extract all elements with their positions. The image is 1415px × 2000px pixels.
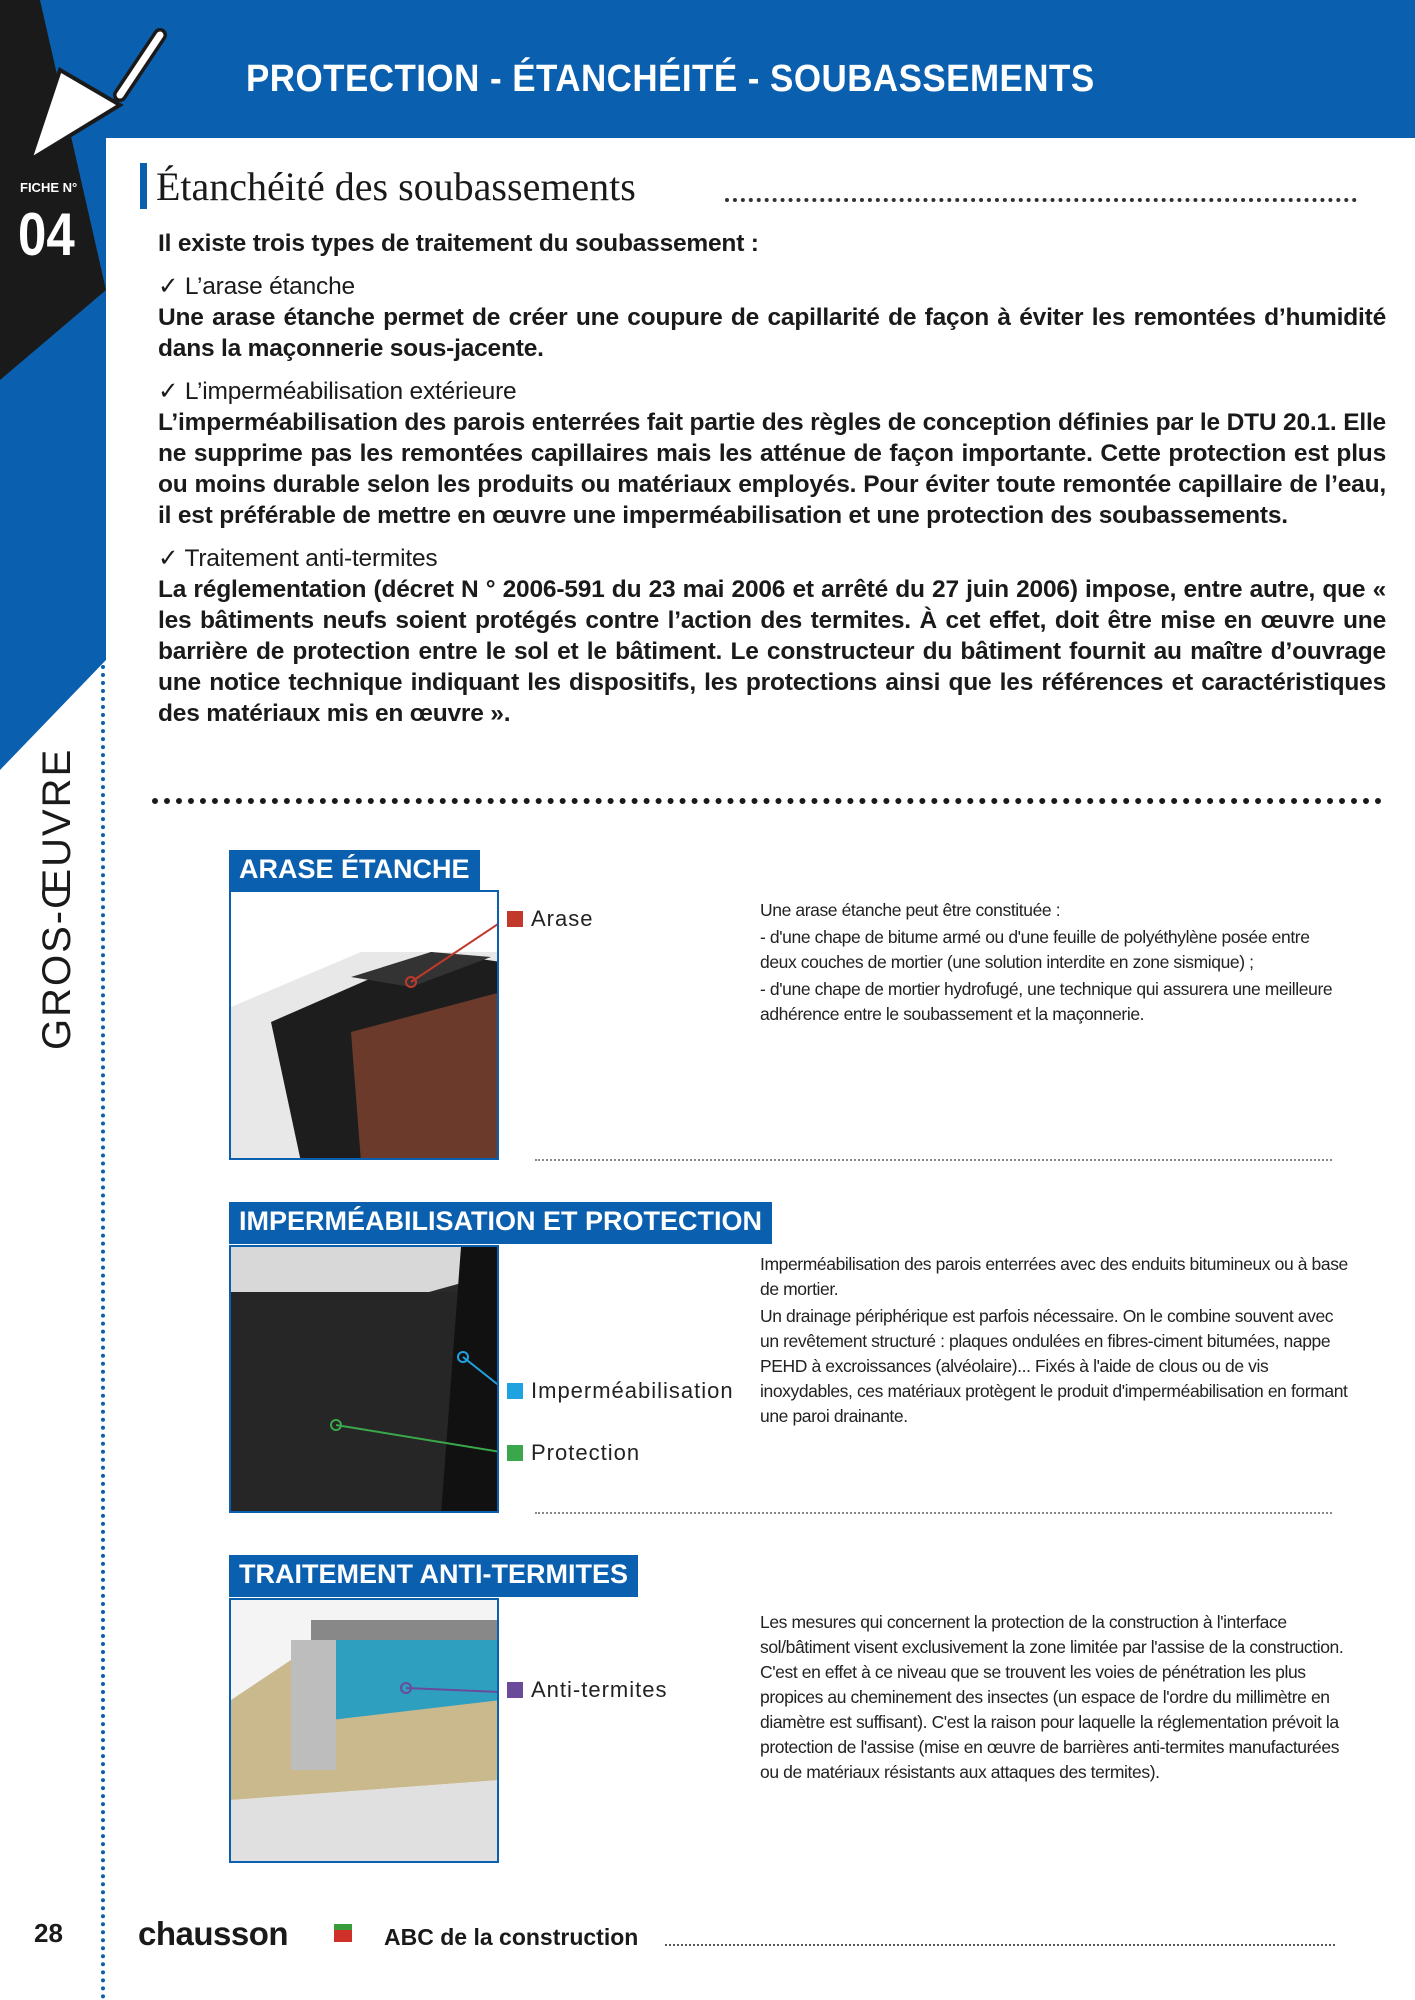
title-dotted-leader — [725, 198, 1357, 202]
callout-anti-termites — [507, 1677, 667, 1703]
section-tag-impermeabilisation: IMPERMÉABILISATION ET PROTECTION — [229, 1202, 772, 1244]
anti-termites-description — [760, 1610, 1350, 1787]
fiche-label: FICHE N° — [20, 180, 78, 195]
callout-label: Arase — [531, 906, 594, 931]
item-anti-termites — [158, 543, 1386, 729]
desc-line: Une arase étanche peut être constituée : — [760, 900, 1061, 920]
desc-line: - d'une chape de bitume armé ou d'une feuille de polyéthylène posée entre deux couches de mortier (une solution interdite en zone sismique) ; — [760, 927, 1310, 972]
page-title: Étanchéité des soubassements — [156, 164, 636, 209]
brand-logo: chausson — [138, 1915, 289, 1952]
footer-dotted-rule — [665, 1944, 1335, 1946]
page-header-title: PROTECTION - ÉTANCHÉITÉ - SOUBASSEMENTS — [246, 58, 1095, 100]
brand-logo-mark — [334, 1924, 352, 1942]
impermeabilisation-description — [760, 1252, 1350, 1431]
section-tag-anti-termites: TRAITEMENT ANTI-TERMITES — [229, 1555, 638, 1597]
legend-square — [507, 1445, 523, 1461]
desc-line: Un drainage périphérique est parfois nécessaire. On le combine souvent avec un revêtement structuré : plaques ondulées en fibres-ciment bitumées, nappe PEHD à excroissances (alvéolaire)... Fixés à l'aide de clous ou de vis inoxydables, ces matériaux protègent le produit d'imperméabilisation en formant une paroi drainante. — [760, 1306, 1348, 1426]
page-number: 28 — [34, 1918, 63, 1948]
section-separator — [535, 1512, 1332, 1514]
item-heading: ✓ L’arase étanche — [158, 273, 355, 300]
legend-square — [507, 1383, 523, 1399]
dotted-separator — [152, 798, 1382, 804]
section-tag-arase: ARASE ÉTANCHE — [229, 850, 480, 892]
vertical-dotted-rule — [101, 665, 105, 2000]
desc-line: Imperméabilisation des parois enterrées avec des enduits bitumineux ou à base de mortier. — [760, 1254, 1348, 1299]
legend-square — [507, 911, 523, 927]
arase-illustration — [229, 890, 499, 1160]
item-text: L’imperméabilisation des parois enterrées fait partie des règles de conception définies par le DTU 20.1. Elle ne supprime pas les remontées capillaires mais les atténue de façon importante. Cette protection est plus ou moins durable selon les produits ou matériaux employés. Pour éviter toute remontée capillaire de l’eau, il est préférable de mettre en œuvre une imperméabilisation et une protection des soubassements. — [158, 409, 1386, 529]
callout-protection — [507, 1440, 640, 1466]
item-text: Une arase étanche permet de créer une coupure de capillarité de façon à éviter les remontées d’humidité dans la maçonnerie sous-jacente. — [158, 304, 1386, 362]
fiche-number: 04 — [18, 201, 75, 268]
callout-label: Anti-termites — [531, 1677, 668, 1702]
callout-label: Protection — [531, 1440, 641, 1465]
desc-line: - d'une chape de mortier hydrofugé, une technique qui assurera une meilleure adhérence entre le soubassement et la maçonnerie. — [760, 979, 1333, 1024]
callout-label: Imperméabilisation — [531, 1378, 734, 1403]
footer-title: ABC de la construction — [384, 1924, 639, 1950]
title-accent-bar — [140, 163, 147, 209]
impermeabilisation-illustration — [229, 1245, 499, 1513]
item-text: La réglementation (décret N ° 2006-591 du 23 mai 2006 et arrêté du 27 juin 2006) impose, entre autre, que « les bâtiments neufs soient protégés contre l’action des termites. À cet effet, doit être mise en œuvre une barrière de protection entre le sol et le bâtiment. Le constructeur du bâtiment fournit au maître d’ouvrage une notice technique indiquant les dispositifs, les protections ainsi que les références et caractéristiques des matériaux mis en œuvre ». — [158, 576, 1386, 727]
arase-description — [760, 898, 1350, 1029]
item-heading: ✓ L’imperméabilisation extérieure — [158, 378, 517, 405]
trowel-icon — [20, 25, 170, 175]
item-impermeabilisation — [158, 376, 1386, 531]
callout-impermeabilisation — [507, 1378, 734, 1404]
section-separator — [535, 1159, 1332, 1161]
item-arase — [158, 271, 1386, 364]
legend-square — [507, 1682, 523, 1698]
main-body — [158, 228, 1386, 741]
intro-text: Il existe trois types de traitement du soubassement : — [158, 230, 759, 257]
callout-arase — [507, 906, 593, 932]
desc-line: Les mesures qui concernent la protection de la construction à l'interface sol/bâtiment visent exclusivement la zone limitée par l'assise de la construction. C'est en effet à ce niveau que se trouvent les voies de pénétration les plus propices au cheminement des insectes (un espace de l'ordre du millimètre en diamètre est suffisant). C'est la raison pour laquelle la réglementation prévoit la protection de l'assise (mise en œuvre de barrières anti-termites manufacturées ou de matériaux résistants aux attaques des termites). — [760, 1612, 1344, 1782]
item-heading: ✓ Traitement anti-termites — [158, 545, 438, 572]
section-label-vertical: GROS-ŒUVRE — [35, 747, 79, 1050]
anti-termites-illustration — [229, 1598, 499, 1863]
